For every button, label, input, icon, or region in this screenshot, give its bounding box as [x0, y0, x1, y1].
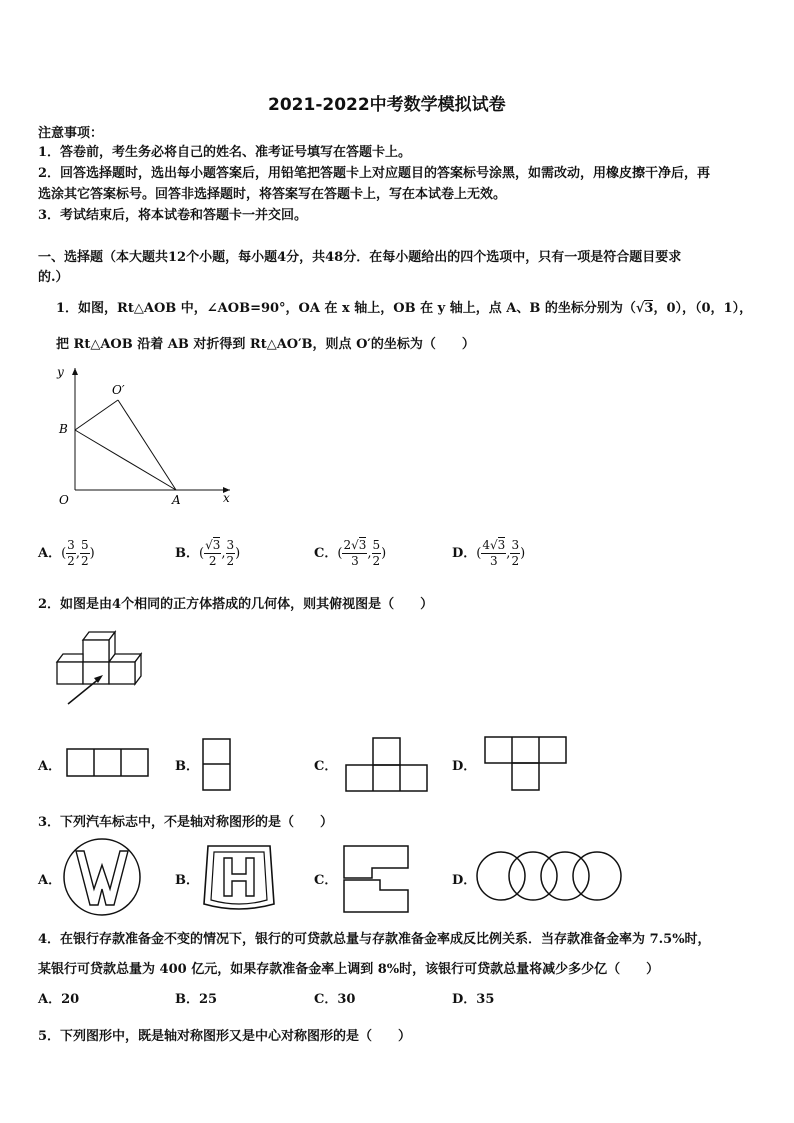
q2-cube-figure [50, 628, 160, 710]
q5-stem: 5．下列图形中，既是轴对称图形又是中心对称图形的是（ ） [38, 1029, 412, 1044]
ring-icon [477, 852, 525, 900]
q3-option-d-label[interactable]: D． [452, 873, 477, 888]
q1-stem-b: ，0），（0，1）， [653, 301, 753, 316]
ring-icon [573, 852, 621, 900]
q1-sqrt3-radicand: 3 [644, 301, 654, 316]
q3-option-c-label[interactable]: C． [314, 873, 338, 888]
q4-stem-line2: 某银行可贷款总量为 400 亿元，如果存款准备金率上调到 8%时，该银行可贷款总量将减少多少亿（ ） [38, 962, 660, 977]
q4-stem-line1: 4．在银行存款准备金不变的情况下，银行的可贷款总量与存款准备金率成反比例关系．当存款准备金率为 7.5%时， [38, 932, 711, 947]
notice-item-3: 3．考试结束后，将本试卷和答题卡一并交回。 [38, 208, 308, 223]
q1-option-d[interactable]: D．( $\frac{4√3}{3}$ , $\frac{3}{2}$ ) [452, 538, 526, 568]
w-logo-icon [76, 851, 128, 905]
fraction: $\frac{√3}{2}$ [205, 538, 221, 568]
q1-option-a[interactable]: A．( $\frac{3}{2}$ , $\frac{5}{2}$ ) [38, 538, 95, 568]
fraction: $\frac{2√3}{3}$ [343, 538, 367, 568]
segment-bo-prime [75, 400, 118, 430]
ring-icon [541, 852, 589, 900]
label-a: A [172, 493, 181, 507]
page-title: 2021-2022中考数学模拟试卷 [268, 95, 506, 115]
fraction: $\frac{5}{2}$ [372, 538, 381, 568]
q3-option-d-figure[interactable] [476, 848, 622, 904]
label-o: O [59, 493, 69, 507]
h-letter-icon [224, 858, 254, 896]
q2-option-d-label[interactable]: D． [452, 759, 477, 774]
q2-stem: 2．如图是由4个相同的正方体搭成的几何体，则其俯视图是（ ） [38, 597, 434, 612]
q1-option-c[interactable]: C．( $\frac{2√3}{3}$ , $\frac{5}{2}$ ) [314, 538, 387, 568]
option-label: B． [175, 546, 199, 561]
notice-item-1: 1．答卷前，考生务必将自己的姓名、准考证号填写在答题卡上。 [38, 145, 412, 160]
q2-option-a-figure[interactable] [66, 748, 150, 778]
label-b: B [59, 422, 68, 436]
q2-option-c-figure[interactable] [345, 737, 429, 793]
q3-stem: 3．下列汽车标志中，不是轴对称图形的是（ ） [38, 815, 334, 830]
segment-o-prime-a [118, 400, 176, 490]
q4-option-b[interactable]: B．25 [175, 992, 218, 1007]
section-heading: 一、选择题（本大题共12个小题，每小题4分，共48分．在每小题给出的四个选项中，只有一项是符合题目要求 [38, 250, 682, 265]
fraction: $\frac{3}{2}$ [511, 538, 520, 568]
segment-ba [75, 430, 176, 490]
y-arrow-icon [72, 368, 78, 375]
q2-option-b-figure[interactable] [202, 738, 232, 792]
q4-option-a[interactable]: A．20 [38, 992, 80, 1007]
label-x: x [223, 491, 230, 505]
q2-option-c-label[interactable]: C． [314, 759, 338, 774]
q3-option-c-figure[interactable] [342, 844, 412, 914]
fraction: $\frac{3}{2}$ [226, 538, 235, 568]
option-label: C． [314, 546, 338, 561]
q1-sqrt3: √3 [635, 301, 654, 316]
q4-option-d[interactable]: D．35 [452, 992, 495, 1007]
q4-option-c[interactable]: C．30 [314, 992, 356, 1007]
option-label: A． [38, 546, 62, 561]
notice-item-2: 2．回答选择题时，选出每小题答案后，用铅笔把答题卡上对应题目的答案标号涂黑，如需改动，用橡皮擦干净后，再 [38, 166, 711, 181]
q3-option-a-label[interactable]: A． [38, 873, 62, 888]
q1-stem-line2: 把 Rt△AOB 沿着 AB 对折得到 Rt△AO′B，则点 O′的坐标为（ ） [56, 337, 475, 352]
q1-stem-line1 [56, 297, 752, 316]
q3-option-a-figure[interactable] [62, 837, 142, 917]
option-label: D． [452, 546, 477, 561]
q1-figure [52, 362, 237, 512]
label-o-prime: O′ [112, 383, 125, 397]
q2-option-d-figure[interactable] [484, 736, 568, 792]
fraction: $\frac{4√3}{3}$ [482, 538, 506, 568]
shield-outline-icon [204, 846, 274, 909]
q1-option-b[interactable]: B．( $\frac{√3}{2}$ , $\frac{3}{2}$ ) [175, 538, 241, 568]
q3-option-b-label[interactable]: B． [175, 873, 199, 888]
notice-heading: 注意事项： [38, 126, 104, 141]
notice-item-2-cont: 选涂其它答案标号。回答非选择题时，将答案写在答题卡上，写在本试卷上无效。 [38, 187, 507, 202]
q1-stem-a: 1．如图，Rt△AOB 中，∠AOB=90°，OA 在 x 轴上，OB 在 y 轴上，点 A、B 的坐标分别为（ [56, 301, 636, 316]
q3-option-b-figure[interactable] [202, 842, 276, 914]
ring-icon [509, 852, 557, 900]
section-heading-cont: 的.） [38, 270, 69, 285]
label-y: y [57, 365, 64, 379]
q2-option-b-label[interactable]: B． [175, 759, 199, 774]
fraction: $\frac{5}{2}$ [80, 538, 89, 568]
fraction: $\frac{3}{2}$ [67, 538, 75, 568]
q2-option-a-label[interactable]: A． [38, 759, 62, 774]
